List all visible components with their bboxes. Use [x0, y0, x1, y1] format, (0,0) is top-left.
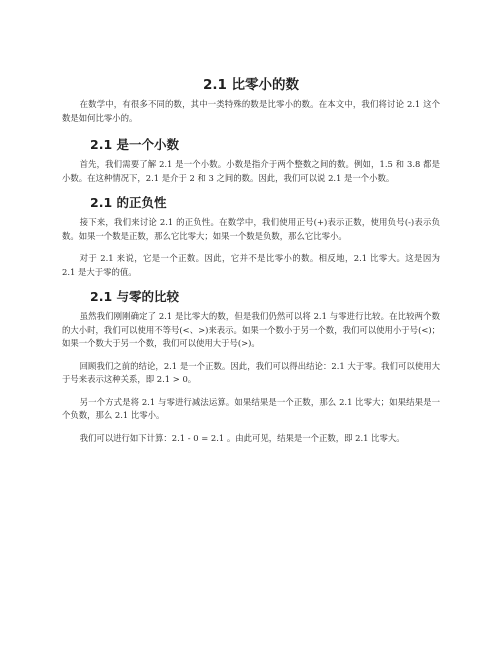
- section-heading-compare: 2.1 与零的比较: [90, 289, 179, 304]
- section-compare-paragraph-4: 我们可以进行如下计算：2.1 - 0 = 2.1 。由此可见，结果是一个正数，即 2.1 比零大。: [79, 432, 405, 443]
- section-heading-decimal: 2.1 是一个小数: [90, 137, 179, 152]
- section-compare-paragraph-2: 回顾我们之前的结论，2.1 是一个正数。因此，我们可以得出结论：2.1 大于零。我们可以使用大于号来表示这种关系，即 2.1 > 0。: [62, 360, 440, 384]
- section-compare-paragraph-1: 虽然我们刚刚确定了 2.1 是比零大的数，但是我们仍然可以将 2.1 与零进行比较。在比较两个数的大小时，我们可以使用不等号(<、>)来表示。如果一个数小于另一个数，我们可以使用小于号(<)；如果一个数大于另一个数，我们可以使用大于号(>)。: [62, 311, 440, 348]
- section-compare-paragraph-3: 另一个方式是将 2.1 与零进行减法运算。如果结果是一个正数，那么 2.1 比零大；如果结果是一个负数，那么 2.1 比零小。: [62, 396, 440, 420]
- document-title: 2.1 比零小的数: [202, 77, 300, 93]
- document-page: [62, 76, 440, 454]
- section-heading-sign: 2.1 的正负性: [90, 195, 167, 210]
- section-decimal-paragraph-1: 首先，我们需要了解 2.1 是一个小数。小数是指介于两个整数之间的数。例如，1.5 和 3.8 都是小数。在这种情况下，2.1 是介于 2 和 3 之间的数。因此，我们可以说 2.1 是一个小数。: [62, 159, 440, 183]
- intro-paragraph: 在数学中，有很多不同的数，其中一类特殊的数是比零小的数。在本文中，我们将讨论 2.1 这个数是如何比零小的。: [62, 99, 440, 123]
- section-sign-paragraph-1: 接下来，我们来讨论 2.1 的正负性。在数学中，我们使用正号(+)表示正数，使用负号(-)表示负数。如果一个数是正数，那么它比零大；如果一个数是负数，那么它比零小。: [62, 217, 440, 241]
- section-sign-paragraph-2: 对于 2.1 来说，它是一个正数。因此，它并不是比零小的数。相反地，2.1 比零大。这是因为 2.1 是大于零的值。: [62, 253, 440, 277]
